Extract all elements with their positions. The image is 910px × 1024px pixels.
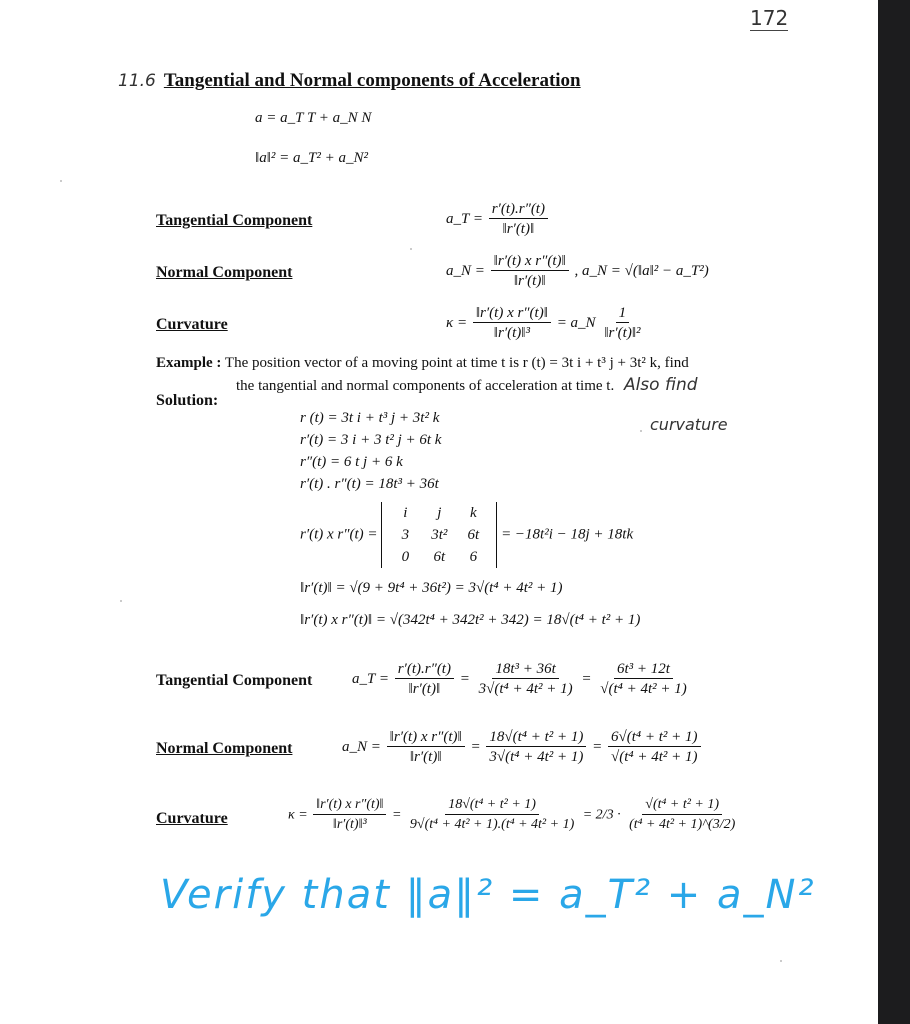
numerator: 6t³ + 12t [614, 660, 673, 679]
numerator: 1 [616, 304, 630, 323]
curvature-coefficient: = 2/3 · [582, 807, 621, 823]
formula-lhs: κ = [446, 314, 468, 331]
curvature-label: Curvature [156, 316, 228, 333]
matrix-cell: 6t [433, 549, 446, 565]
formula-lhs: a_T = [352, 670, 389, 687]
matrix-cell: k [469, 505, 477, 521]
denominator: ‖r′(t)‖ [513, 273, 546, 289]
result-curvature-label: Curvature [156, 810, 228, 827]
numerator: 18√(t⁴ + t² + 1) [486, 728, 586, 747]
denominator: √(t⁴ + 4t² + 1) [600, 681, 687, 697]
denominator: (t⁴ + 4t² + 1)^(3/2) [629, 817, 736, 832]
result-curvature-formula: κ = $\frac{\text{‖r′(t) x r″(t)‖}}{\text{‖r′(t)‖³}}$ = $\frac{\text{18√(t⁴ + t² + 1)}}{\text{9√(t⁴ + 4t² + 1).(t⁴ + 4t² + 1)}}$ = 2/3 · $\frac{\text{√(t⁴ + t² + 1)}}{\text{(t⁴ + 4t² + 1)\textasciicircum{}(3/2)}}$ [288, 796, 740, 835]
scan-speck [410, 248, 412, 250]
scan-speck [640, 430, 642, 432]
fraction [491, 252, 569, 291]
tangential-formula [446, 200, 550, 239]
fraction [473, 304, 551, 343]
curvature-formula [446, 304, 646, 343]
normal-label: Normal Component [156, 264, 293, 281]
determinant-matrix [381, 502, 497, 568]
denominator: ‖r′(t)‖³ [493, 325, 530, 341]
curvature-mid: = a_N [556, 314, 596, 331]
numerator: 6√(t⁴ + t² + 1) [608, 728, 701, 747]
section-heading [118, 70, 581, 92]
solution-step-1: r (t) = 3t i + t³ j + 3t² k [300, 410, 440, 426]
scan-speck [780, 960, 782, 962]
example-line-1 [156, 355, 689, 372]
fraction [395, 660, 454, 699]
numerator: ‖r′(t) x r″(t)‖ [387, 728, 465, 747]
matrix-cell: 3t² [431, 527, 448, 543]
section-title: Tangential and Normal components of Acceleration [163, 70, 581, 91]
denominator: √(t⁴ + 4t² + 1) [611, 749, 698, 765]
numerator: r′(t).r″(t) [395, 660, 454, 679]
formula-lhs: a_N = [342, 738, 381, 755]
scan-speck [120, 600, 122, 602]
matrix-cell: j [437, 505, 442, 521]
fraction [601, 304, 643, 343]
fraction [313, 796, 386, 835]
denominator: 9√(t⁴ + 4t² + 1).(t⁴ + 4t² + 1) [409, 817, 575, 832]
normal-formula [446, 252, 709, 291]
tangential-label: Tangential Component [156, 212, 313, 229]
result-normal-formula: a_N = $\frac{\text{‖r′(t) x r″(t)‖}}{‖r'(t)‖}$ = $\frac{\text{18√(t⁴ + t² + 1)}}{\text{3√(t⁴ + 4t² + 1)}}$ = $\frac{\text{6√(t⁴ + t² + 1)}}{\text{√(t⁴ + 4t² + 1)}}$ [342, 728, 703, 767]
numerator: √(t⁴ + t² + 1) [642, 796, 722, 815]
norm-velocity: ‖r′(t)‖ = √(9 + 9t⁴ + 36t²) = 3√(t⁴ + 4t² + 1) [300, 580, 563, 596]
matrix-cell: 6t [467, 527, 480, 543]
fraction [407, 796, 577, 835]
cross-lhs: r′(t) x r″(t) = [300, 526, 378, 543]
denominator: ‖r′(t)‖³ [332, 817, 367, 832]
matrix-cell: 0 [401, 549, 410, 565]
page-number: 172 [750, 6, 789, 30]
numerator: ‖r′(t) x r″(t)‖ [473, 304, 551, 323]
cross-rhs: = −18t²i − 18j + 18tk [501, 526, 634, 543]
formula-lhs: a_T = [446, 210, 483, 227]
fraction [489, 200, 548, 239]
denominator: 3√(t⁴ + 4t² + 1) [489, 749, 584, 765]
fraction [387, 728, 465, 767]
denominator: ‖r′(t)‖ [502, 221, 535, 237]
denominator: ‖r′(t)‖ [409, 749, 442, 765]
example-text-1: The position vector of a moving point at time t is r (t) = 3t i + t³ j + 3t² k, find [224, 355, 689, 371]
numerator: 18√(t⁴ + t² + 1) [445, 796, 539, 815]
fraction [597, 660, 690, 699]
handwritten-also-find: Also find [623, 375, 698, 395]
denominator: 3√(t⁴ + 4t² + 1) [478, 681, 573, 697]
formula-lhs: a_N = [446, 262, 485, 279]
solution-label: Solution: [156, 392, 219, 409]
numerator: ‖r′(t) x r″(t)‖ [313, 796, 386, 815]
denominator: ‖r′(t)‖ [408, 681, 441, 697]
denominator: ‖r′(t)‖² [604, 325, 641, 341]
handwritten-verify-note: Verify that ‖a‖² = a_T² + a_N² [160, 872, 816, 918]
formula-lhs: κ = [288, 807, 308, 823]
matrix-cell: 3 [401, 527, 410, 543]
norm-cross-product: ‖r′(t) x r″(t)‖ = √(342t⁴ + 342t² + 342) = 18√(t⁴ + t² + 1) [300, 612, 641, 628]
example-label: Example : [156, 355, 222, 371]
matrix-cell: 6 [469, 549, 478, 565]
fraction [608, 728, 701, 767]
result-tangential-label: Tangential Component [156, 672, 313, 689]
handwritten-curvature: curvature [650, 415, 728, 434]
fraction [626, 796, 738, 835]
fraction [476, 660, 576, 699]
scan-speck [60, 180, 62, 182]
solution-step-4: r′(t) . r″(t) = 18t³ + 36t [300, 476, 439, 492]
equation-acceleration: a = a_T T + a_N N [255, 110, 372, 126]
normal-alt-formula: , a_N = √(‖a‖² − a_T²) [574, 262, 709, 279]
section-number: 11.6 [118, 71, 156, 91]
numerator: 18t³ + 36t [492, 660, 558, 679]
numerator: r′(t).r″(t) [489, 200, 548, 219]
numerator: ‖r′(t) x r″(t)‖ [491, 252, 569, 271]
cross-product [300, 502, 633, 568]
solution-step-3: r″(t) = 6 t j + 6 k [300, 454, 403, 470]
equation-norm-squared: ‖a‖² = a_T² + a_N² [255, 150, 369, 166]
result-normal-label: Normal Component [156, 740, 293, 757]
fraction [486, 728, 586, 767]
example-text-2: the tangential and normal components of acceleration at time t. [236, 378, 615, 394]
matrix-cell: i [403, 505, 408, 521]
example-line-2 [236, 375, 698, 395]
result-tangential-formula: a_T = $\frac{r'(t).r''(t)}{‖r'(t)‖}$ = $\frac{\text{18t³ + 36t}}{\text{3√(t⁴ + 4t² + 1)}}$ = $\frac{\text{6t³ + 12t}}{\text{√(t⁴ + 4t² + 1)}}$ [352, 660, 692, 699]
solution-step-2: r′(t) = 3 i + 3 t² j + 6t k [300, 432, 442, 448]
